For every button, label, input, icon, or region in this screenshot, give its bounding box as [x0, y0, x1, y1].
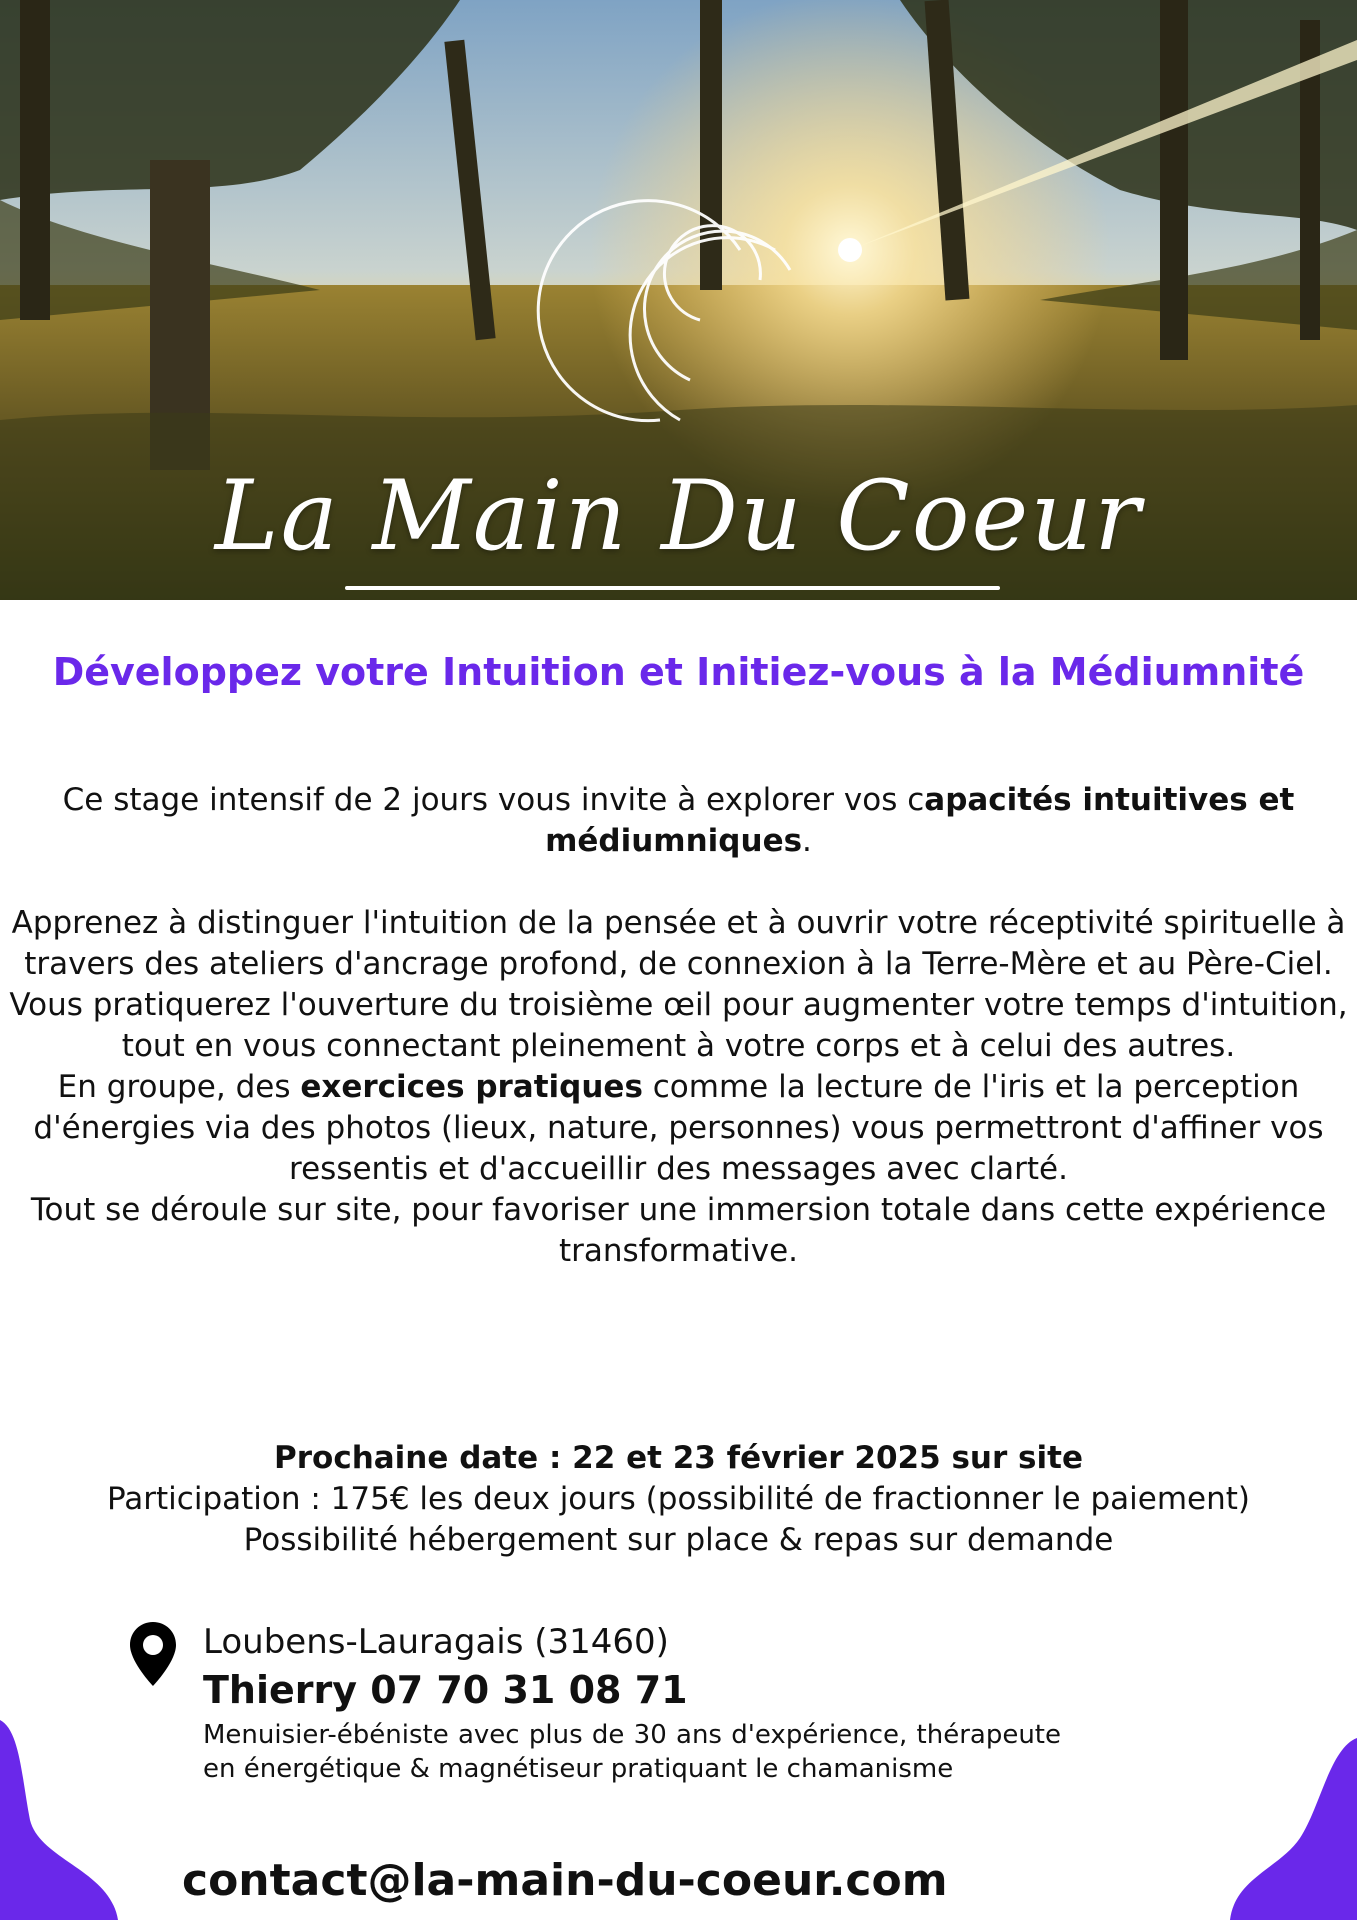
paragraph-1: Apprenez à distinguer l'intuition de la pensée et à ouvrir votre réceptivité spirituelle à travers des ateliers d'ancrage profond, de connexion à la Terre-Mère et au Père-Ciel.: [11, 905, 1346, 982]
decorative-blob-right: [1230, 1738, 1357, 1920]
p3-bold: exercices pratiques: [300, 1069, 643, 1105]
brand-logo-text: La Main Du Coeur: [214, 460, 1143, 572]
event-lodging: Possibilité hébergement sur place & repas sur demande: [243, 1522, 1114, 1558]
bio: Menuisier-ébéniste avec plus de 30 ans d'expérience, thérapeute en énergétique & magnétiseur pratiquant le chamanisme: [203, 1720, 1061, 1784]
paragraph-3: [0, 1067, 1357, 1190]
brand-underline: [345, 586, 1000, 590]
intro-text: Ce stage intensif de 2 jours vous invite à explorer vos c: [62, 782, 925, 818]
location: Loubens-Lauragais (31460): [203, 1622, 669, 1662]
decorative-blob-left: [0, 1720, 130, 1920]
p3-end: comme la lecture de l'iris et la perception d'énergies via des photos (lieux, nature, personnes) vous permettront d'affiner vos ressentis et d'accueillir des messages avec clarté.: [33, 1069, 1324, 1187]
event-date: Prochaine date : 22 et 23 février 2025 sur site: [274, 1440, 1083, 1476]
p3-text: En groupe, des: [57, 1069, 301, 1105]
intro-paragraph: [0, 780, 1357, 862]
headline: Développez votre Intuition et Initiez-vous à la Médiumnité: [52, 650, 1305, 694]
hero-image: [0, 0, 1357, 600]
contact-email[interactable]: contact@la-main-du-coeur.com: [182, 1855, 948, 1906]
intro-bold: apacités intuitives et médiumniques: [545, 782, 1295, 859]
contact-person: Thierry 07 70 31 08 71: [203, 1668, 688, 1712]
description: [0, 780, 1357, 1272]
intro-end: .: [802, 823, 812, 859]
event-price: Participation : 175€ les deux jours (possibilité de fractionner le paiement): [106, 1481, 1250, 1517]
paragraph-4: Tout se déroule sur site, pour favoriser une immersion totale dans cette expérience transformative.: [30, 1192, 1327, 1269]
paragraph-2: Vous pratiquerez l'ouverture du troisième œil pour augmenter votre temps d'intuition, tout en vous connectant pleinement à votre corps et à celui des autres.: [9, 987, 1348, 1064]
event-info: [0, 1438, 1357, 1561]
map-pin-icon: [130, 1622, 176, 1686]
